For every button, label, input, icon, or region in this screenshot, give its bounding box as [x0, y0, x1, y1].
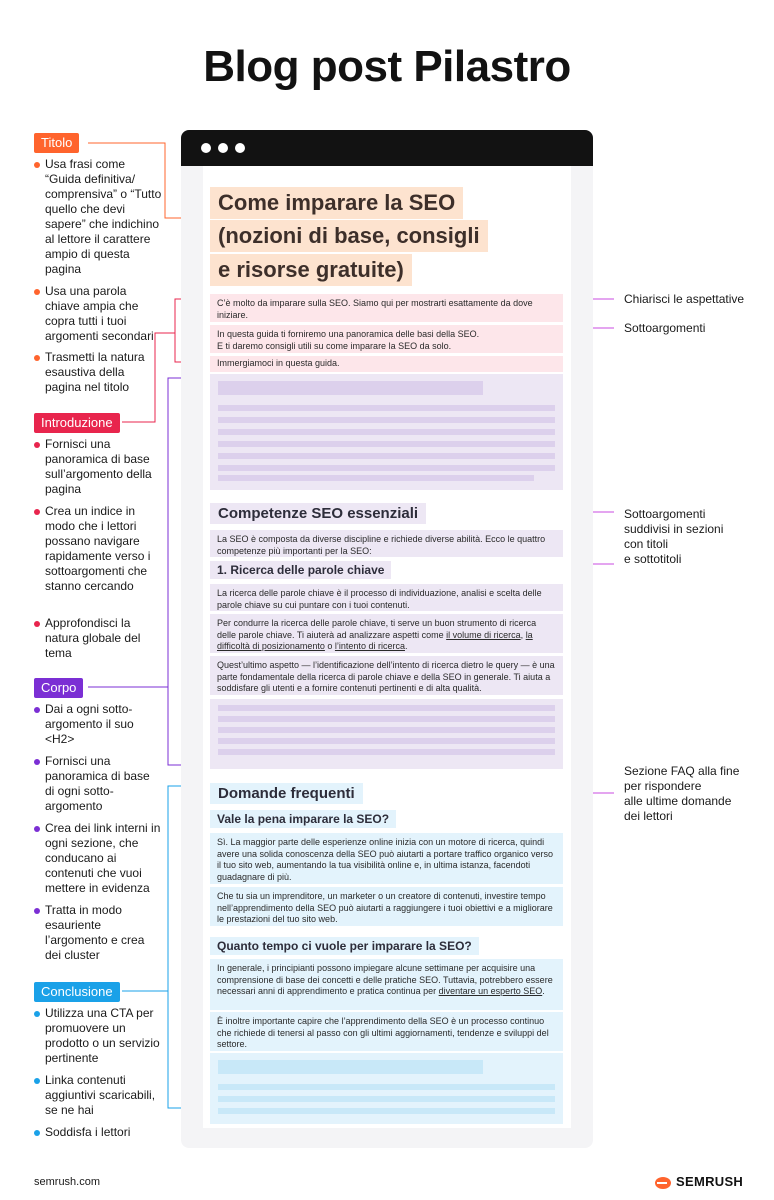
note-sottoargomenti: Sottoargomenti [624, 321, 706, 335]
faq-answer-1b: Che tu sia un imprenditore, un marketer o un creatore di contenuti, investire tempo nell’apprendimento della SEO può aiutarti a raggiungere i tuoi obiettivi e a migliorare le prestazioni del tuo sito web. [210, 887, 563, 926]
intro-bullet-1: Fornisci una panoramica di base sull’argomento della pagina [34, 437, 162, 497]
window-dot-icon [201, 143, 211, 153]
window-dot-icon [235, 143, 245, 153]
tag-corpo: Corpo [34, 678, 83, 698]
subheading-ricerca-parole-chiave: 1. Ricerca delle parole chiave [210, 561, 391, 579]
intro-bullet-2: Crea un indice in modo che i lettori possano navigare rapidamente verso i sottoargomenti che stanno cercando [34, 504, 162, 594]
intro-paragraph-2-line-2: E ti daremo consigli utili su come imparare la SEO da solo. [217, 340, 452, 351]
concl-bullet-1: Utilizza una CTA per promuovere un prodotto o un servizio pertinente [34, 1006, 162, 1066]
section1-paragraph-3: Per condurre la ricerca delle parole chiave, ti serve un buon strumento di ricerca delle parole chiave. Ti aiuterà ad analizzare aspetti come il volume di ricerca, la difficoltà di posizionamento o l’intento di ricerca. [210, 614, 563, 653]
intro-paragraph-2 [210, 325, 563, 353]
section1-paragraph-1: La SEO è composta da diverse discipline e richiede diverse abilità. Ecco le quattro competenze più importanti per la SEO: [210, 530, 563, 557]
content-placeholder [210, 699, 563, 769]
faq-question-2: Quanto tempo ci vuole per imparare la SEO? [210, 937, 479, 955]
corpo-bullet-2: Fornisci una panoramica di base di ogni sotto-argomento [34, 754, 162, 814]
link-difficolta-posizionamento[interactable]: la difficoltà di posizionamento [217, 629, 533, 651]
article-title-line-1: Come imparare la SEO [210, 187, 463, 219]
content-placeholder [210, 1053, 563, 1124]
titolo-bullet-2: Usa una parola chiave ampia che copra tutti i tuoi argomenti secondari [34, 284, 162, 344]
content-placeholder [210, 374, 563, 490]
intro-bullet-3: Approfondisci la natura globale del tema [34, 616, 162, 661]
intro-paragraph-1: C’è molto da imparare sulla SEO. Siamo qui per mostrarti esattamente da dove iniziare. [210, 294, 563, 322]
faq-answer-1: Sì. La maggior parte delle esperienze online inizia con un motore di ricerca, quindi avere una solida conoscenza della SEO può aiutarti a portare traffico organico verso il tuo sito web, aumentando la tua visibilità online e, in ultima istanza, facendoti guadagnare di più. [210, 833, 563, 884]
tag-introduzione: Introduzione [34, 413, 120, 433]
faq-answer-2b: È inoltre importante capire che l’apprendimento della SEO è un processo continuo che richiede di tenersi al passo con gli ultimi aggiornamenti, tendenze e sviluppi del settore. [210, 1012, 563, 1051]
faq-question-1: Vale la pena imparare la SEO? [210, 810, 396, 828]
titolo-bullet-1: Usa frasi come “Guida definitiva/ comprensiva” o “Tutto quello che devi sapere” che indichino al lettore il carattere ampio di questa pagina [34, 157, 162, 277]
section-heading-faq: Domande frequenti [210, 783, 363, 804]
faq-answer-2: In generale, i principianti possono impiegare alcune settimane per acquisire una comprensione di base dei concetti e delle pratiche SEO. Tuttavia, potrebbero essere necessari anni di apprendimento e pratica continua per diventare un esperto SEO. [210, 959, 563, 1010]
concl-bullet-3: Soddisfa i lettori [34, 1125, 162, 1140]
note-chiarisci-aspettative: Chiarisci le aspettative [624, 292, 745, 306]
section1-paragraph-2: La ricerca delle parole chiave è il processo di individuazione, analisi e scelta delle parole chiave su cui puntare con i tuoi contenuti. [210, 584, 563, 611]
page-title: Blog post Pilastro [203, 42, 571, 91]
semrush-logo-icon [654, 1176, 672, 1195]
titolo-bullet-3: Trasmetti la natura esaustiva della pagina nel titolo [34, 350, 162, 395]
browser-titlebar [181, 130, 593, 166]
section-heading-competenze: Competenze SEO essenziali [210, 503, 426, 524]
article-title-line-2: (nozioni di base, consigli [210, 220, 488, 252]
note-sezione-faq: Sezione FAQ alla fine per rispondere alle ultime domande dei lettori [624, 764, 740, 823]
corpo-bullet-1: Dai a ogni sotto-argomento il suo <H2> [34, 702, 162, 747]
section1-paragraph-4: Quest’ultimo aspetto — l’identificazione dell’intento di ricerca dietro le query — è una parte fondamentale della ricerca di parole chiave e della SEO in generale. Ti aiuta a soddisfare gli utenti e a fornire contenuti pertinenti e di alta qualità. [210, 656, 563, 695]
corpo-bullet-3: Crea dei link interni in ogni sezione, che conducano ai contenuti che vuoi mettere in evidenza [34, 821, 162, 896]
window-dot-icon [218, 143, 228, 153]
tag-conclusione: Conclusione [34, 982, 120, 1002]
link-esperto-seo[interactable]: diventare un esperto SEO [438, 986, 543, 996]
tag-titolo: Titolo [34, 133, 79, 153]
intro-paragraph-2-line-1: In questa guida ti forniremo una panoramica delle basi della SEO. [217, 329, 480, 339]
corpo-bullet-4: Tratta in modo esauriente l’argomento e crea dei cluster [34, 903, 162, 963]
link-intento-ricerca[interactable]: l’intento di ricerca [334, 641, 405, 651]
footer-brand: SEMRUSH [676, 1174, 744, 1189]
link-volume-ricerca[interactable]: il volume di ricerca [446, 629, 521, 640]
article-title-line-3: e risorse gratuite) [210, 254, 412, 286]
footer-site: semrush.com [34, 1176, 101, 1188]
concl-bullet-2: Linka contenuti aggiuntivi scaricabili, se ne hai [34, 1073, 162, 1118]
note-sottoargomenti-sezioni: Sottoargomenti suddivisi in sezioni con titoli e sottotitoli [624, 507, 724, 566]
intro-paragraph-3: Immergiamoci in questa guida. [210, 356, 563, 372]
